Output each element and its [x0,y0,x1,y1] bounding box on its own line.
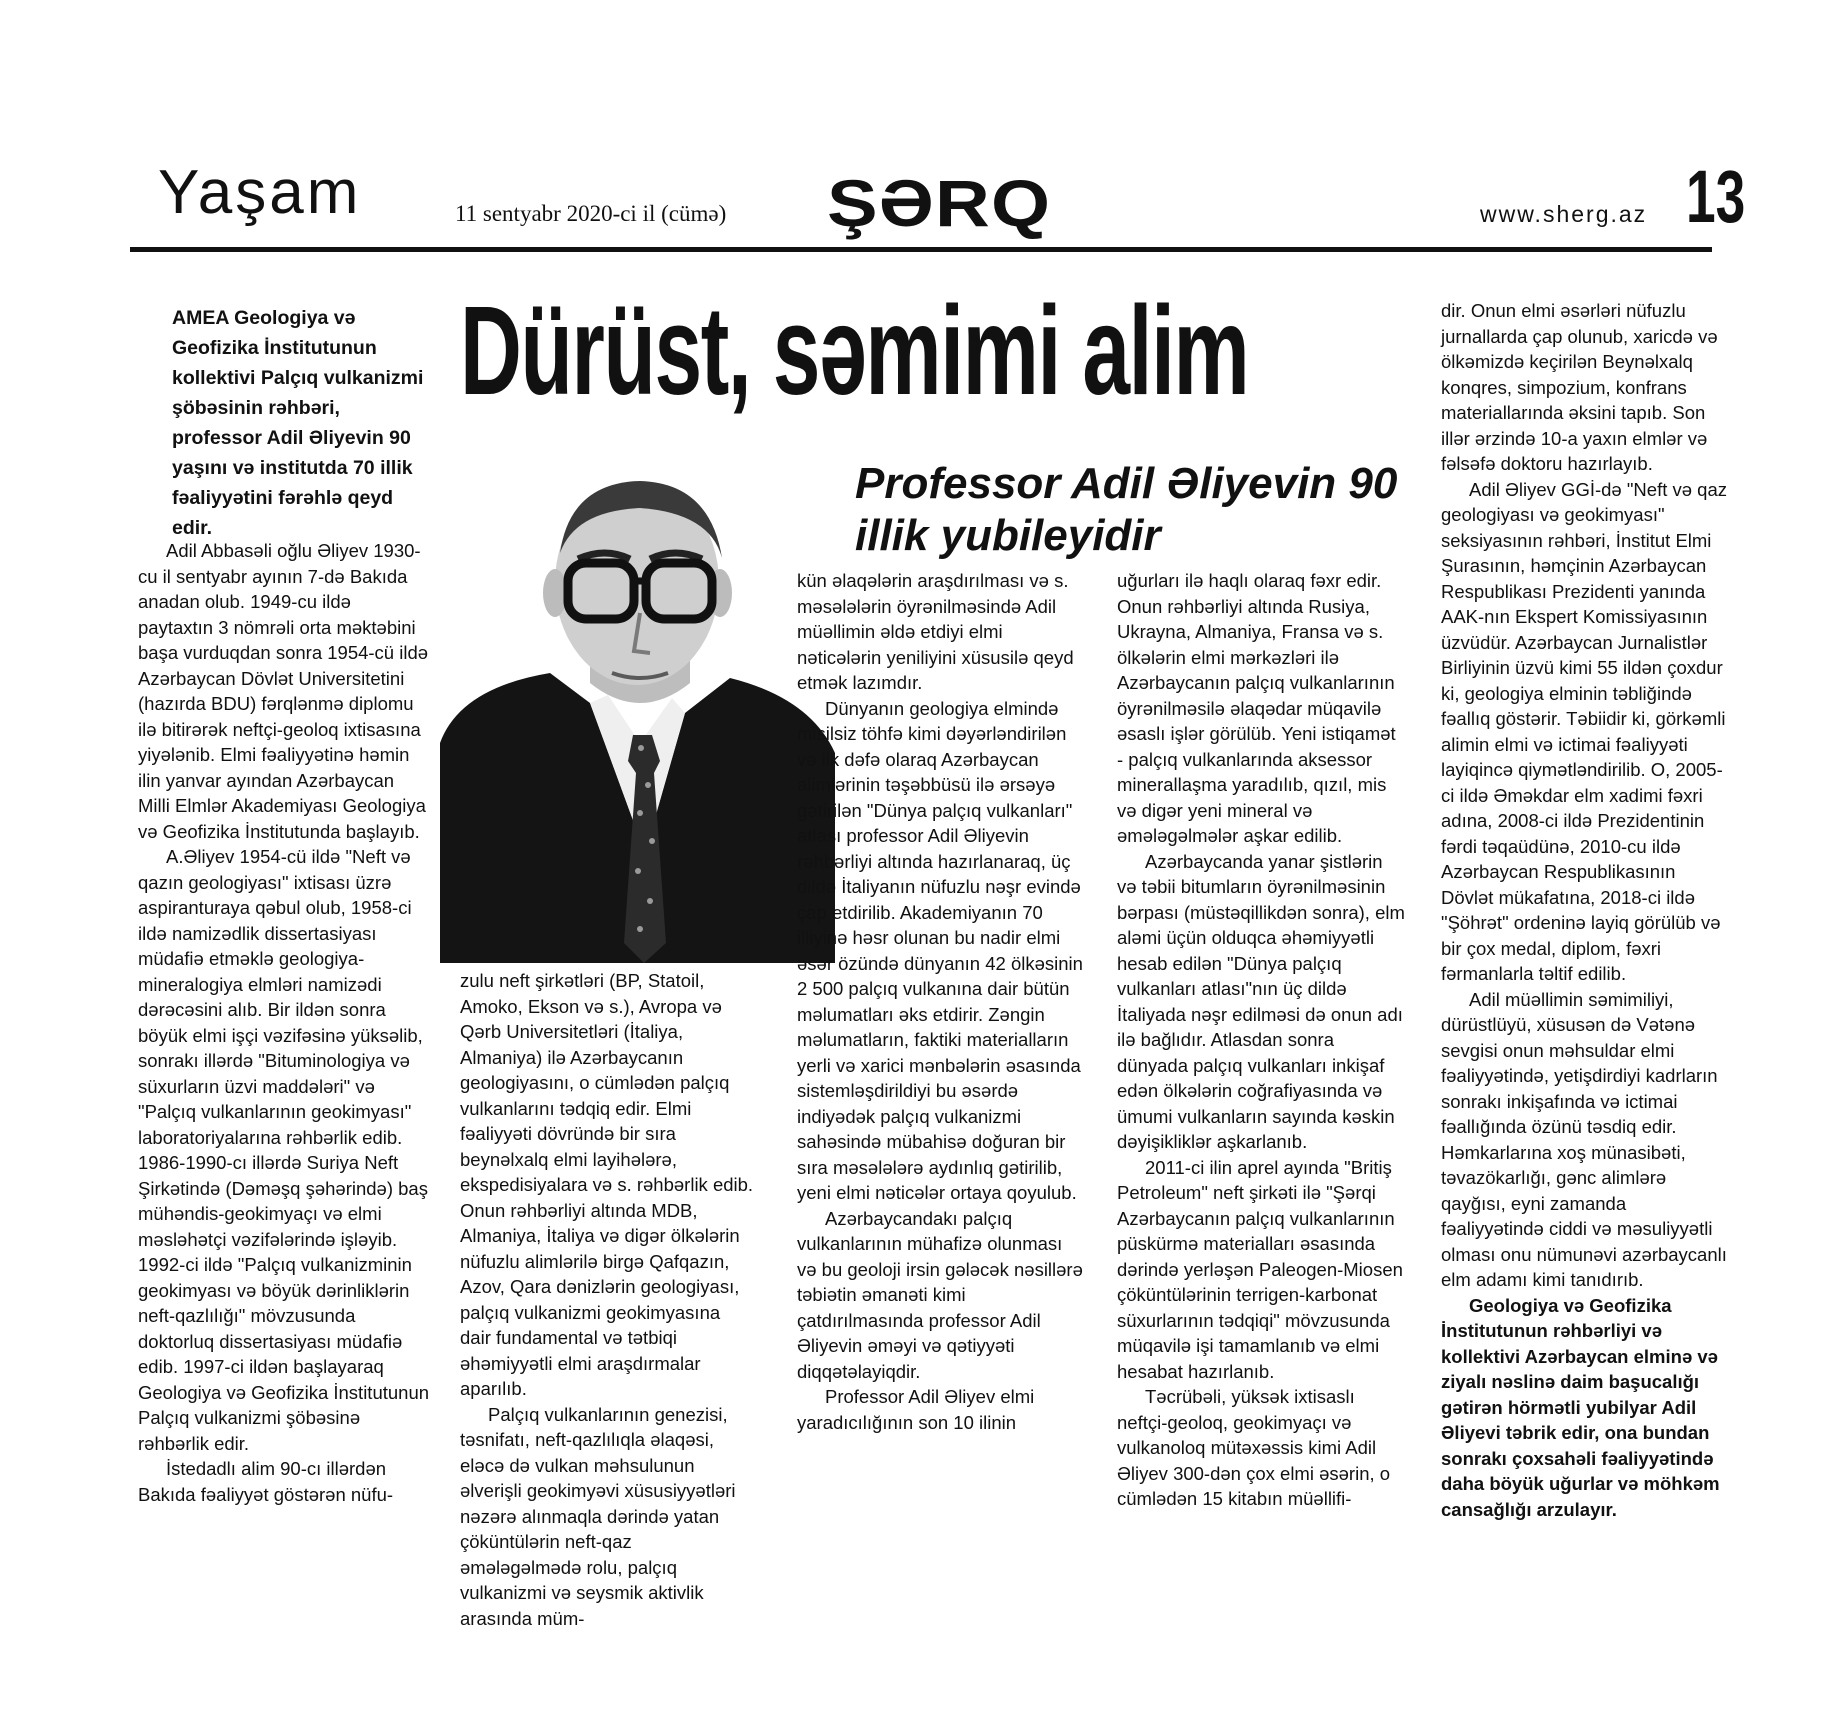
paragraph: Professor Adil Əliyev elmi yaradıcılığının son 10 ilinin [797,1386,1035,1433]
paragraph: A.Əliyev 1954-cü ildə "Neft və qazın geologiyası" ixtisası üzrə aspiranturaya qəbul olub, 1958-ci ildə namizədlik dissertasiyası müdafiə etməklə geologiya-mineralogiya elmləri namizədi dərəcəsini alıb. Bir ildən sonra böyük elmi işçi vəzifəsinə yüksəlib, sonrakı illərdə "Bituminologiya və süxurların üzvi maddələri" və "Palçıq vulkanlarının geokimyası" laboratoriyalarına rəhbərlik edib. 1986-1990-cı illərdə Suriya Neft Şirkətində (Dəməşq şəhərində) baş mühəndis-geokimyaçı və elmi məsləhətçi vəzifələrində işləyib. 1992-ci ildə "Palçıq vulkanizminin geokimyası və böyük dərinliklərin neft-qazlılığı" mövzusunda doktorluq dissertasiyası müdafiə edib. 1997-ci ildən başlayaraq Geologiya və Geofizika İnstitutunun Palçıq vulkanizmi şöbəsinə rəhbərlik edir. [138,846,430,1454]
article-column-5 [1441,298,1732,1522]
article-intro: AMEA Geologiya və Geofizika İnstitutunun kollektivi Palçıq vulkanizmi şöbəsinin rəhbəri, professor Adil Əliyevin 90 yaşını və institutda 70 illik fəaliyyətini fərəhlə qeyd edir. [172,307,424,539]
paragraph: Palçıq vulkanlarının genezisi, təsnifatı, neft-qazlılıqla əlaqəsi, eləcə də vulkan məhsulunun əlverişli geokimyəvi xüsusiyyətləri nəzərə alınmaqla dərində yatan çöküntülərin neft-qaz əmələgəlmədə rolu, palçıq vulkanizmi və seysmik aktivlik arasında müm- [460,1403,736,1629]
paragraph: Adil müəllimin səmimiliyi, dürüstlüyü, xüsusən də Vətənə sevgisi onun məhsuldar elmi fəaliyyətində, yetişdirdiyi kadrların sonrakı inkişafında və ictimai fəallığında özünü təsdiq edir. Həmkarlarına xoş münasibəti, təvazökarlığı, gənc alimlərə qayğısı, eyni zamanda fəaliyyətində ciddi və məsuliyyətli olması onu nümunəvi azərbaycanlı elm adamı kimi tanıdırıb. [1441,988,1727,1290]
paragraph: kün əlaqələrin araşdırılması və s. məsələlərin öyrənilməsində Adil müəllimin əldə etdiyi elmi nəticələrin yeniliyini xüsusilə qeyd etmək lazımdır. [797,570,1074,693]
website-url: www.sherg.az [1480,201,1648,227]
paragraph: 2011-ci ilin aprel ayında "Britiş Petroleum" neft şirkəti ilə "Şərqi Azərbaycanın palçıq vulkanlarının püskürmə materialları əsasında dərində yerləşən Paleogen-Miosen çöküntülərinin terrigen-karbonat süxurlarının tədqiqi" mövzusunda müqavilə işi tamamlanıb və elmi hesabat hazırlanıb. [1117,1156,1403,1382]
article-column-1 [138,538,430,1507]
paragraph: Dünyanın geologiya elmində misilsiz töhfə kimi dəyərləndirilən və ilk dəfə olaraq Azərbaycan alimlərinin təşəbbüsü ilə ərsəyə gətirilən "Dünya palçıq vulkanları" atlası professor Adil Əliyevin rəhbərliyi altında hazırlanaraq, üç dildə İtaliyanın nüfuzlu nəşr evində çap etdirilib. Akademiyanın 70 illiyinə həsr olunan bu nadir elmi əsər özündə dünyanın 42 ölkəsinin 2 500 palçıq vulkanına dair bütün məlumatları əks etdirir. Zəngin məlumatların, faktiki materialların yerli və xarici mənbələrin əsasında sistemləşdirildiyi bu əsərdə indiyədək palçıq vulkanizmi sahəsində mübahisə doğuran bir sıra məsələlərə aydınlıq gətirilib, yeni elmi nəticələr ortaya qoyulub. [797,697,1083,1203]
portrait-photo [440,473,835,963]
page-number: 13 [1686,155,1746,238]
article-headline: Dürüst, səmimi alim [460,280,1249,421]
paragraph: Təcrübəli, yüksək ixtisaslı neftçi-geoloq, geokimyaçı və vulkanoloq mütəxəssis kimi Adil Əliyev 300-dən çox elmi əsərin, o cümlədən 15 kitabın müəllifi- [1117,1386,1391,1509]
publication-date: 11 sentyabr 2020-ci il (cümə) [455,201,727,226]
paragraph: İstedadlı alim 90-cı illərdən Bakıda fəaliyyət göstərən nüfu- [138,1458,394,1505]
article-column-3 [797,568,1085,1435]
paragraph: Azərbaycanda yanar şistlərin və təbii bitumların öyrənilməsinin bərpası (müstəqillikdən sonra), elm aləmi üçün olduqca əhəmiyyətli hesab edilən "Dünya palçıq vulkanları atlası"nın üç dildə İtaliyada nəşr edilməsi də onun adı ilə bağlıdır. Atlasdan sonra dünyada palçıq vulkanları inkişaf edən ölkələrin coğrafiyasında və ümumi vulkanların sayında kəskin dəyişikliklər aşkarlanıb. [1117,850,1405,1152]
paragraph: Adil Əliyev GGİ-də "Neft və qaz geologiyası və geokimyası" seksiyasının rəhbəri, İnstitut Elmi Şurasının, həmçinin Azərbaycan Respublikası Prezidenti yanında AAK-nın Ekspert Komissiyasının üzvüdür. Azərbaycan Jurnalistlər Birliyinin üzvü kimi 55 ildən çoxdur ki, geologiya elminin təbliğində fəallıq göstərir. Təbiidir ki, görkəmli alimin elmi və ictimai fəaliyyəti layiqincə qiymətləndirilib. O, 2005-ci ildə Əməkdar elm xadimi fəxri adına, 2008-ci ildə Prezidentinin fərdi təqaüdünə, 2010-cu ildə Azərbaycan Respublikasının Dövlət mükafatına, 2018-ci ildə "Şöhrət" ordeninə layiq görülüb və bir çox medal, diplom, fəxri fərmanlarla təltif edilib. [1441,478,1727,984]
paragraph: dir. Onun elmi əsərləri nüfuzlu jurnallarda çap olunub, xaricdə və ölkəmizdə keçirilən Beynəlxalq konqres, simpozium, konfrans materiallarında əksini tapıb. Son illər ərzində 10-a yaxın elmlər və fəlsəfə doktoru hazırlayıb. [1441,300,1718,474]
newspaper-logo: ŞƏRQ [827,166,1052,240]
section-title: Yaşam [158,158,362,227]
paragraph: zulu neft şirkətləri (BP, Statoil, Amoko, Ekson və s.), Avropa və Qərb Universitetləri (İtaliya, Almaniya) ilə Azərbaycanın geologiyasını, o cümlədən palçıq vulkanlarını tədqiq edir. Elmi fəaliyyəti dövründə bir sıra beynəlxalq elmi layihələrə, ekspedisiyalara və s. rəhbərlik edib. Onun rəhbərliyi altında MDB, Almaniya, İtaliya və digər ölkələrin nüfuzlu alimlərilə birgə Qafqazın, Azov, Qara dənizlərin geologiyası, palçıq vulkanizmi geokimyasına dair fundamental və tətbiqi əhəmiyyətli elmi araşdırmalar aparılıb. [460,970,754,1399]
article-column-2 [460,968,755,1631]
paragraph: uğurları ilə haqlı olaraq fəxr edir. Onun rəhbərliyi altında Rusiya, Ukrayna, Almaniya, Fransa və s. ölkələrin elmi mərkəzləri ilə Azərbaycanın palçıq vulkanlarının öyrənilməsilə əlaqədar müqavilə əsaslı işlər görülüb. Yeni istiqamət - palçıq vulkanlarında aksessor minerallaşma yaradılıb, qızıl, mis və digər yeni mineral və əmələgəlmələr aşkar edilib. [1117,570,1396,846]
article-column-4 [1117,568,1405,1512]
article-subtitle: Professor Adil Əliyevin 90 illik yubileyidir [855,459,1398,560]
paragraph: Adil Abbasəli oğlu Əliyev 1930-cu il sentyabr ayının 7-də Bakıda anadan olub. 1949-cu ildə paytaxtın 3 nömrəli orta məktəbini başa vurduqdan sonra 1954-cü ildə Azərbaycan Dövlət Universitetini (hazırda BDU) fərqlənmə diplomu ilə bitirərək neftçi-geoloq ixtisasına yiyələnib. Elmi fəaliyyətinə həmin ilin yanvar ayından Azərbaycan Milli Elmlər Akademiyası Geologiya və Geofizika İnstitutunda başlayıb. [138,540,429,842]
masthead-rule [130,247,1712,252]
paragraph: Azərbaycandakı palçıq vulkanlarının mühafizə olunması və bu geoloji irsin gələcək nəsillərə təbiətin əmanəti kimi çatdırılmasında professor Adil Əliyevin əməyi və qətiyyəti diqqətəlayiqdir. [797,1207,1083,1382]
closing-congratulation: Geologiya və Geofizika İnstitutunun rəhbərliyi və kollektivi Azərbaycan elminə və ziyalı nəslinə daim başucalığı gətirən hörmətli yubilyar Adil Əliyevi təbrik edir, ona bundan sonrakı çoxsahəli fəaliyyətində daha böyük uğurlar və möhkəm cansağlığı arzulayır. [1441,1294,1720,1520]
